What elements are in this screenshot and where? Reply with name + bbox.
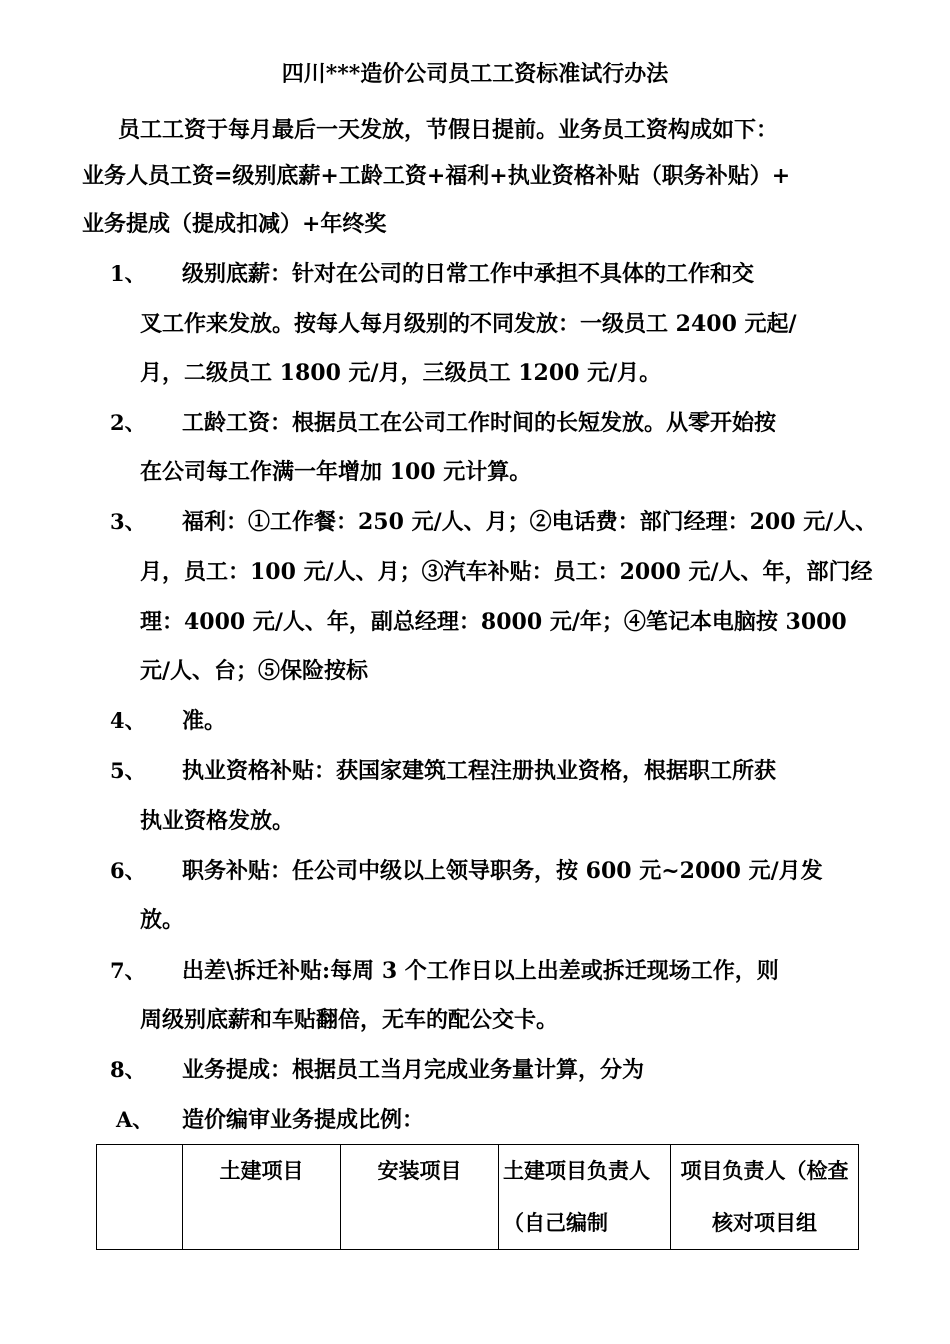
intro-line-2: 业务人员工资=级别底薪+工龄工资+福利+执业资格补贴（职务补贴）+ bbox=[82, 163, 791, 189]
item-3-line-4: 元/人、台；⑤保险按标 bbox=[140, 658, 369, 684]
table-header-installation-project: 安装项目 bbox=[341, 1145, 499, 1250]
item-1-number: 1、 bbox=[110, 261, 146, 286]
item-4-line-1: 准。 bbox=[182, 708, 227, 734]
intro-line-1: 员工工资于每月最后一天发放，节假日提前。业务员工资构成如下： bbox=[118, 117, 779, 143]
table-header-row bbox=[97, 1145, 859, 1250]
table-header-civil-project-lead: 土建项目负责人（自己编制 bbox=[499, 1145, 671, 1250]
table-header-civil-project: 土建项目 bbox=[183, 1145, 341, 1250]
item-1-line-1: 级别底薪：针对在公司的日常工作中承担不具体的工作和交 bbox=[182, 261, 755, 287]
item-2-line-2: 在公司每工作满一年增加 100 元计算。 bbox=[140, 459, 532, 485]
table-header-cell-empty bbox=[97, 1145, 183, 1250]
item-2-line-1: 工龄工资：根据员工在公司工作时间的长短发放。从零开始按 bbox=[182, 410, 777, 436]
item-5-line-2: 执业资格发放。 bbox=[140, 808, 295, 834]
subsection-a-heading: 造价编审业务提成比例： bbox=[182, 1107, 425, 1133]
item-8-line-1: 业务提成：根据员工当月完成业务量计算，分为 bbox=[182, 1057, 645, 1083]
item-2-number: 2、 bbox=[110, 410, 146, 435]
item-6-line-1: 职务补贴：任公司中级以上领导职务，按 600 元~2000 元/月发 bbox=[182, 858, 823, 884]
item-7-line-1: 出差\拆迁补贴:每周 3 个工作日以上出差或拆迁现场工作，则 bbox=[182, 958, 779, 984]
item-6-line-2: 放。 bbox=[140, 907, 185, 933]
item-1-line-2: 叉工作来发放。按每人每月级别的不同发放：一级员工 2400 元起/ bbox=[140, 311, 797, 337]
document-title: 四川***造价公司员工工资标准试行办法 bbox=[281, 61, 669, 87]
item-3-line-3: 理：4000 元/人、年，副总经理：8000 元/年；④笔记本电脑按 3000 bbox=[140, 609, 847, 635]
item-8-number: 8、 bbox=[110, 1057, 146, 1082]
item-7-number: 7、 bbox=[110, 958, 146, 983]
item-1-line-3: 月，二级员工 1800 元/月，三级员工 1200 元/月。 bbox=[140, 360, 662, 386]
item-5-line-1: 执业资格补贴：获国家建筑工程注册执业资格，根据职工所获 bbox=[182, 758, 777, 784]
item-3-line-2: 月，员工：100 元/人、月；③汽车补贴：员工：2000 元/人、年，部门经 bbox=[140, 559, 873, 585]
subsection-a-letter: A、 bbox=[116, 1107, 154, 1132]
commission-table bbox=[96, 1144, 859, 1250]
item-6-number: 6、 bbox=[110, 858, 146, 883]
item-3-number: 3、 bbox=[110, 509, 146, 534]
table-header-project-lead: 项目负责人（检查核对项目组 bbox=[671, 1145, 859, 1250]
item-5-number: 5、 bbox=[110, 758, 146, 783]
intro-line-3: 业务提成（提成扣减）+年终奖 bbox=[82, 211, 387, 237]
item-4-number: 4、 bbox=[110, 708, 146, 733]
item-3-line-1: 福利：①工作餐：250 元/人、月；②电话费：部门经理：200 元/人、 bbox=[182, 509, 878, 535]
item-7-line-2: 周级别底薪和车贴翻倍，无车的配公交卡。 bbox=[140, 1007, 559, 1033]
